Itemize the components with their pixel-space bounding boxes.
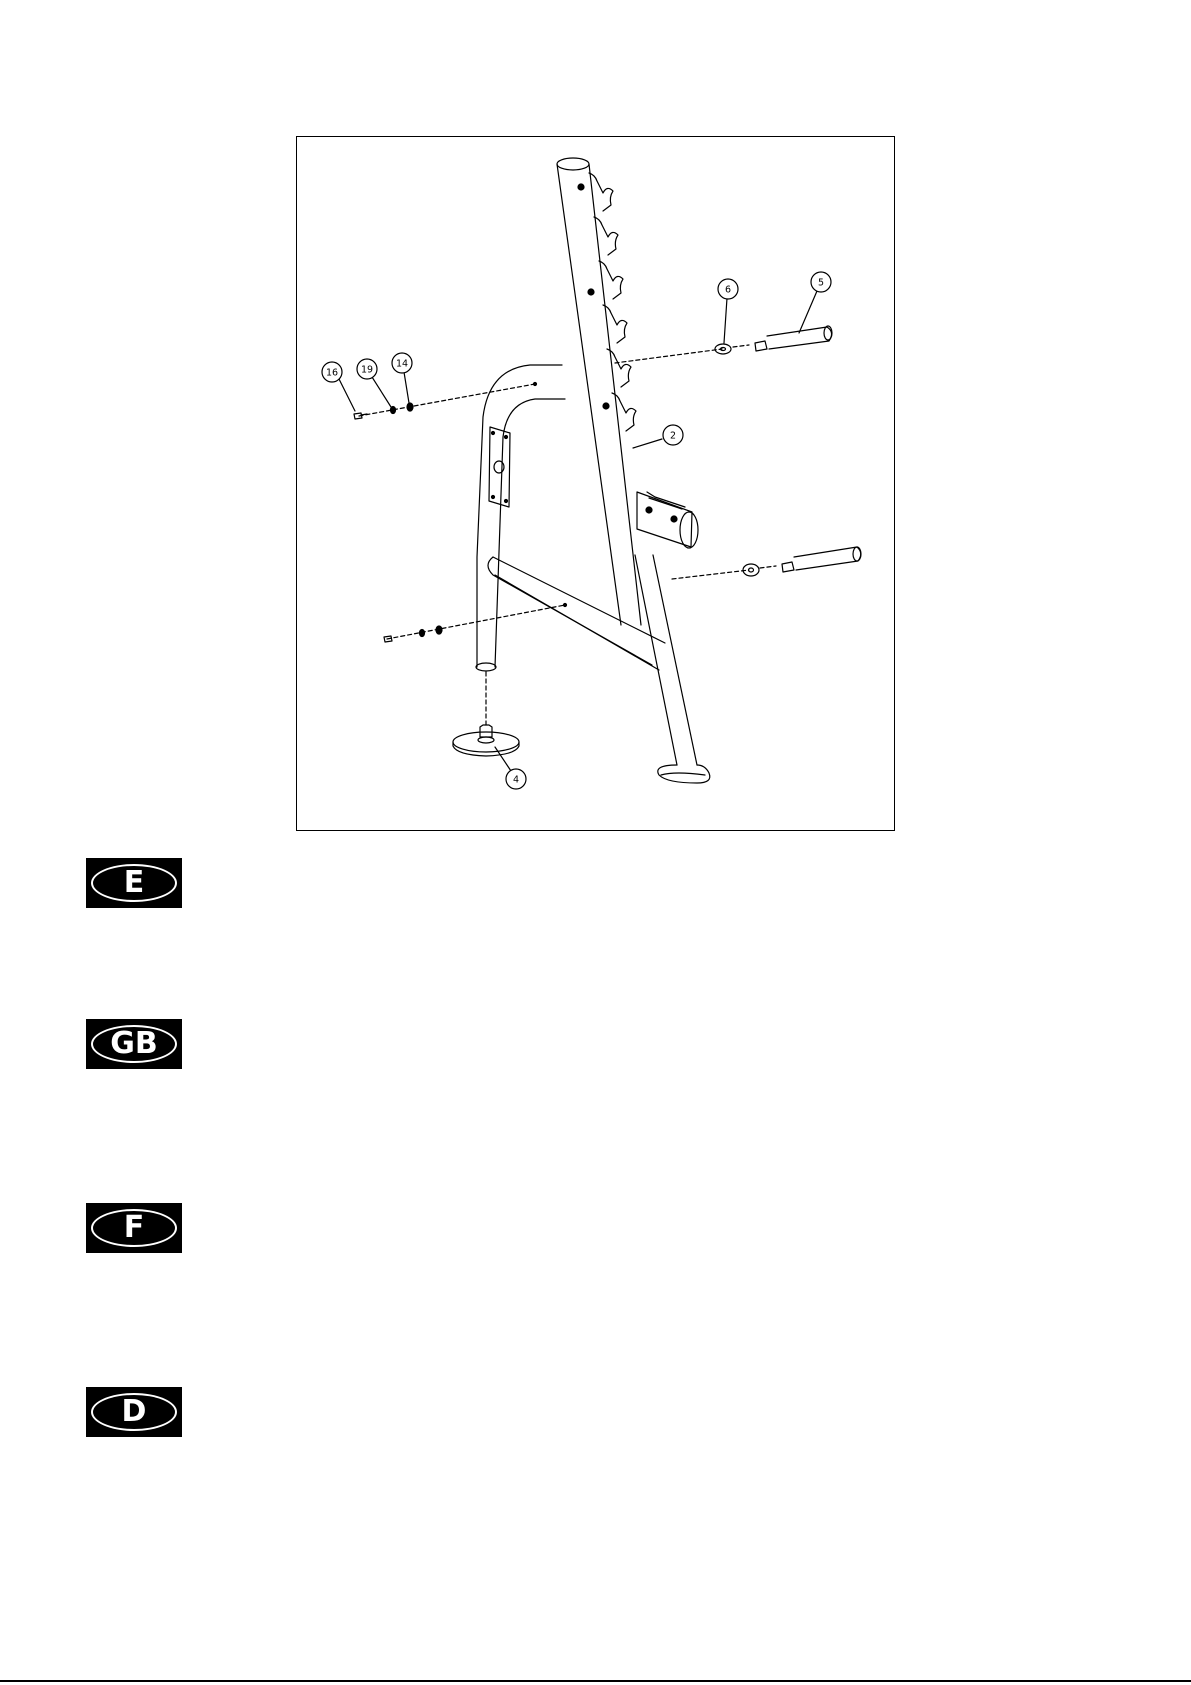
callout-2: 2 xyxy=(669,430,677,442)
callout-5: 5 xyxy=(817,277,825,289)
badge-oval xyxy=(91,1209,177,1247)
language-code: GB xyxy=(110,1026,158,1061)
assembly-drawing xyxy=(297,137,896,832)
badge-oval xyxy=(91,1025,177,1063)
callout-19: 19 xyxy=(360,364,374,376)
assembly-diagram xyxy=(296,136,895,831)
footer-rule xyxy=(0,1680,1191,1682)
callout-6: 6 xyxy=(724,284,732,296)
upright-post xyxy=(557,158,641,625)
lower-bolt-set xyxy=(384,604,567,643)
callout-16: 16 xyxy=(325,367,339,379)
lower-bracket xyxy=(637,492,698,548)
language-badge-e xyxy=(86,858,182,908)
badge-oval xyxy=(91,864,177,902)
lower-horn xyxy=(672,547,861,579)
language-code: E xyxy=(123,865,145,900)
callout-4: 4 xyxy=(512,774,520,786)
language-code: F xyxy=(123,1210,145,1245)
upper-bolt-set xyxy=(354,383,537,420)
badge-oval xyxy=(91,1393,177,1431)
language-badge-f xyxy=(86,1203,182,1253)
rear-frame xyxy=(476,365,565,671)
language-code: D xyxy=(121,1394,147,1429)
language-badge-gb xyxy=(86,1019,182,1069)
language-badge-d xyxy=(86,1387,182,1437)
callout-group xyxy=(322,272,831,789)
foot-pad xyxy=(453,672,519,756)
callout-14: 14 xyxy=(395,358,409,370)
front-leg xyxy=(635,555,710,783)
